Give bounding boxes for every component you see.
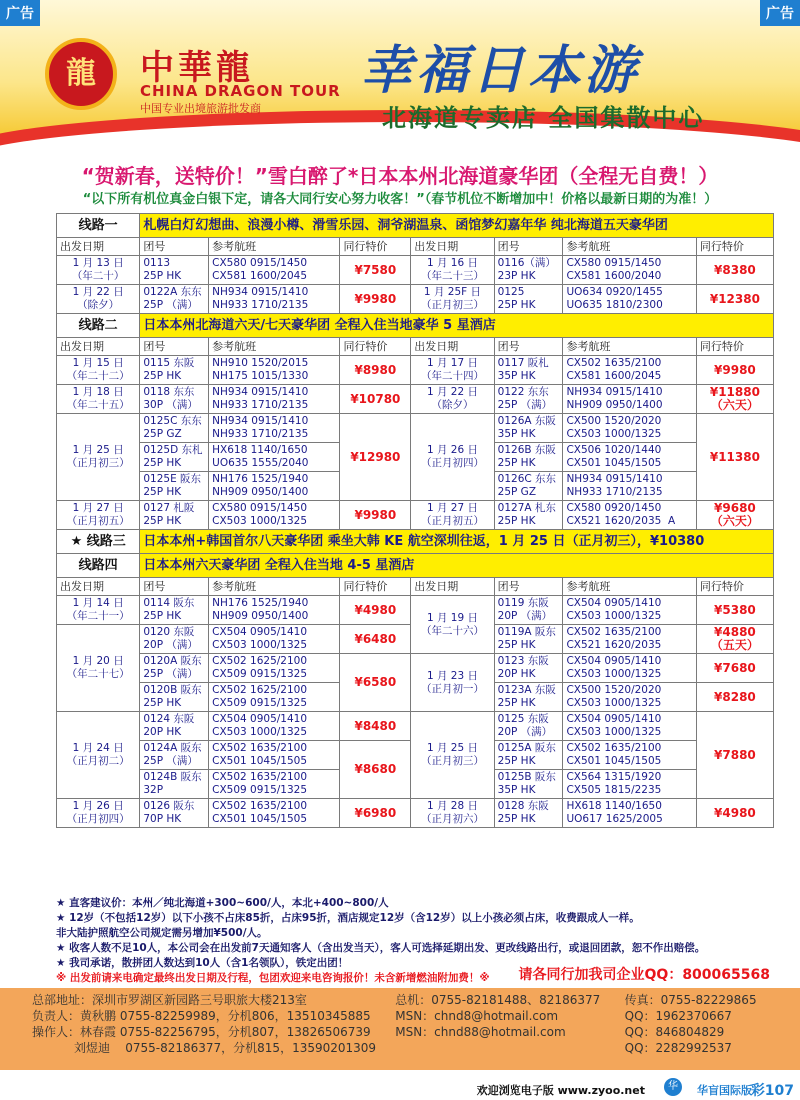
table-row bbox=[57, 799, 774, 828]
flight-info: CX502 1635/2100 CX509 0915/1325 bbox=[209, 770, 340, 799]
price: ¥7580 bbox=[340, 256, 411, 285]
brand-slogan: 中国专业出境旅游批发商 bbox=[140, 102, 261, 115]
route-name: 线路一 bbox=[57, 214, 140, 238]
contact-person: 负责人：黄秋鹏 0755-82259989，分机806，13510345885 bbox=[32, 1009, 371, 1023]
departure-date: 1 月 28 日 （正月初六） bbox=[411, 799, 494, 828]
col-flight: 参考航班 bbox=[209, 578, 340, 596]
col-date: 出发日期 bbox=[411, 338, 494, 356]
footnote-warning: ※ 出发前请来电确定最终出发日期及行程，包团欢迎来电咨询报价！未含新增燃油附加费！※ bbox=[56, 972, 490, 984]
route-name: 线路二 bbox=[57, 314, 140, 338]
footnote: ★ 收客人数不足10人，本公司会在出发前7天通知客人（含出发当天），客人可选择延期出发、更改线路出行，或退回团款，恕不作出赔偿。 bbox=[56, 942, 706, 954]
price: ¥7880 bbox=[696, 712, 773, 799]
qq-badge: 请各同行加我司企业QQ：800065568 bbox=[513, 962, 776, 986]
flight-info: CX580 0920/1450 CX521 1620/2035 A bbox=[563, 501, 696, 530]
flight-info: CX500 1520/2020 CX503 1000/1325 bbox=[563, 683, 696, 712]
col-team: 团号 bbox=[140, 578, 209, 596]
team-code: 0125A 阪东 25P HK bbox=[494, 741, 563, 770]
team-code: 0118 东东 30P （满） bbox=[140, 385, 209, 414]
flight-info: CX500 1520/2020 CX503 1000/1325 bbox=[563, 414, 696, 443]
route-desc: 札幌白灯幻想曲、浪漫小樽、滑雪乐园、洞爷湖温泉、函馆梦幻嘉年华 纯北海道五天豪华团 bbox=[140, 214, 774, 238]
booking-note: “以下所有机位真金白银下定，请各大同行安心努力收客！”（春节机位不断增加中！价格以最新日期的为准！） bbox=[82, 192, 718, 207]
price: ¥8480 bbox=[340, 712, 411, 741]
route-desc: 日本本州+韩国首尔八天豪华团 乘坐大韩 KE 航空深圳往返，1 月 25 日（正月初三），¥10380 bbox=[140, 530, 774, 554]
departure-date: 1 月 25 日 （正月初三） bbox=[411, 712, 494, 799]
col-price: 同行特价 bbox=[340, 238, 411, 256]
flight-info: CX502 1625/2100 CX509 0915/1325 bbox=[209, 654, 340, 683]
route-3-header bbox=[57, 530, 774, 554]
price: ¥8280 bbox=[696, 683, 773, 712]
column-header-row bbox=[57, 578, 774, 596]
flight-info: CX504 0905/1410 CX503 1000/1325 bbox=[209, 625, 340, 654]
team-code: 0122A 东东 25P （满） bbox=[140, 285, 209, 314]
table-row bbox=[57, 501, 774, 530]
team-code: 0124 东阪 20P HK bbox=[140, 712, 209, 741]
team-code: 0124A 阪东 25P （满） bbox=[140, 741, 209, 770]
flight-info: CX580 0915/1450 CX503 1000/1325 bbox=[209, 501, 340, 530]
flight-info: CX502 1625/2100 CX509 0915/1325 bbox=[209, 683, 340, 712]
flight-info: CX504 0905/1410 CX503 1000/1325 bbox=[563, 712, 696, 741]
col-price: 同行特价 bbox=[696, 578, 773, 596]
website-link[interactable]: 欢迎浏览电子版 www.zyoo.net bbox=[476, 1084, 645, 1097]
flight-info: HX618 1140/1650 UO635 1555/2040 bbox=[209, 443, 340, 472]
price: ¥12380 bbox=[696, 285, 773, 314]
departure-date: 1 月 27 日 （正月初五） bbox=[57, 501, 140, 530]
team-code: 0127A 札东 25P HK bbox=[494, 501, 563, 530]
price: ¥11380 bbox=[696, 414, 773, 501]
departure-date: 1 月 13 日 （年二十） bbox=[57, 256, 140, 285]
departure-date: 1 月 14 日 （年二十一） bbox=[57, 596, 140, 625]
team-code: 0126B 东阪 25P HK bbox=[494, 443, 563, 472]
col-flight: 参考航班 bbox=[563, 338, 696, 356]
flight-info: CX504 0905/1410 CX503 1000/1325 bbox=[563, 596, 696, 625]
route-1-header bbox=[57, 214, 774, 238]
col-flight: 参考航班 bbox=[209, 338, 340, 356]
col-flight: 参考航班 bbox=[563, 578, 696, 596]
departure-date: 1 月 19 日 （年二十六） bbox=[411, 596, 494, 654]
team-code: 0123 东阪 20P HK bbox=[494, 654, 563, 683]
price: ¥8380 bbox=[696, 256, 773, 285]
qq: QQ：846804829 bbox=[624, 1025, 725, 1039]
col-price: 同行特价 bbox=[340, 338, 411, 356]
flight-info: UO634 0920/1455 UO635 1810/2300 bbox=[563, 285, 696, 314]
col-date: 出发日期 bbox=[57, 578, 140, 596]
column-header-row bbox=[57, 238, 774, 256]
departure-date: 1 月 23 日 （正月初一） bbox=[411, 654, 494, 712]
team-code: 0113 25P HK bbox=[140, 256, 209, 285]
price: ¥12980 bbox=[340, 414, 411, 501]
team-code: 0115 东阪 25P HK bbox=[140, 356, 209, 385]
departure-date: 1 月 22 日 （除夕） bbox=[411, 385, 494, 414]
flight-info: CX502 1635/2100 CX521 1620/2035 bbox=[563, 625, 696, 654]
publisher-logo-icon: 华 bbox=[664, 1078, 682, 1096]
table-row bbox=[57, 596, 774, 625]
col-price: 同行特价 bbox=[340, 578, 411, 596]
departure-date: 1 月 20 日 （年二十七） bbox=[57, 625, 140, 712]
departure-date: 1 月 22 日 （除夕） bbox=[57, 285, 140, 314]
departure-date: 1 月 17 日 （年二十四） bbox=[411, 356, 494, 385]
price: ¥6580 bbox=[340, 654, 411, 712]
table-row bbox=[57, 256, 774, 285]
flight-info: CX502 1635/2100 CX581 1600/2045 bbox=[563, 356, 696, 385]
flight-info: CX504 0905/1410 CX503 1000/1325 bbox=[209, 712, 340, 741]
team-code: 0128 东阪 25P HK bbox=[494, 799, 563, 828]
flight-info: NH176 1525/1940 NH909 0950/1400 bbox=[209, 472, 340, 501]
team-code: 0125C 东东 25P GZ bbox=[140, 414, 209, 443]
flight-info: CX580 0915/1450 CX581 1600/2040 bbox=[563, 256, 696, 285]
team-code: 0120B 阪东 25P HK bbox=[140, 683, 209, 712]
contact-person: 刘煜迪 0755-82186377，分机815，13590201309 bbox=[32, 1041, 377, 1055]
bottom-bar bbox=[0, 1070, 800, 1100]
col-date: 出发日期 bbox=[411, 238, 494, 256]
team-code: 0123A 东阪 25P HK bbox=[494, 683, 563, 712]
address: 总部地址：深圳市罗湖区新园路三号职旅大楼213室 bbox=[32, 993, 307, 1007]
price: ¥7680 bbox=[696, 654, 773, 683]
flight-info: CX504 0905/1410 CX503 1000/1325 bbox=[563, 654, 696, 683]
flight-info: CX506 1020/1440 CX501 1045/1505 bbox=[563, 443, 696, 472]
main-phone: 总机：0755-82181488、82186377 bbox=[395, 993, 601, 1007]
col-date: 出发日期 bbox=[57, 238, 140, 256]
col-team: 团号 bbox=[140, 338, 209, 356]
team-code: 0126 阪东 70P HK bbox=[140, 799, 209, 828]
price: ¥4980 bbox=[340, 596, 411, 625]
departure-date: 1 月 25 日 （正月初三） bbox=[57, 414, 140, 501]
route-desc: 日本本州六天豪华团 全程入住当地 4-5 星酒店 bbox=[140, 554, 774, 578]
departure-date: 1 月 18 日 （年二十五） bbox=[57, 385, 140, 414]
team-code: 0127 札阪 25P HK bbox=[140, 501, 209, 530]
flight-info: CX580 0915/1450 CX581 1600/2045 bbox=[209, 256, 340, 285]
team-code: 0117 阪札 35P HK bbox=[494, 356, 563, 385]
team-code: 0124B 阪东 32P bbox=[140, 770, 209, 799]
tour-price-table bbox=[56, 213, 774, 828]
price: ¥8980 bbox=[340, 356, 411, 385]
price: ¥9980 bbox=[340, 285, 411, 314]
flight-info: NH934 0915/1410 NH909 0950/1400 bbox=[563, 385, 696, 414]
col-price: 同行特价 bbox=[696, 338, 773, 356]
departure-date: 1 月 15 日 （年二十二） bbox=[57, 356, 140, 385]
promo-headline: “贺新春，送特价！”雪白醉了*日本本州北海道豪华团（全程无自费！） bbox=[81, 164, 719, 188]
page-number: 彩107 bbox=[750, 1083, 794, 1099]
flight-info: NH934 0915/1410 NH933 1710/2135 bbox=[209, 285, 340, 314]
contact-panel bbox=[0, 988, 800, 1070]
col-flight: 参考航班 bbox=[563, 238, 696, 256]
col-price: 同行特价 bbox=[696, 238, 773, 256]
contact-person: 操作人：林春霞 0755-82256795，分机807，13826506739 bbox=[32, 1025, 371, 1039]
flight-info: CX502 1635/2100 CX501 1045/1505 bbox=[209, 741, 340, 770]
table-row bbox=[57, 712, 774, 741]
footnote: 非大陆护照航空公司规定需另增加¥500/人。 bbox=[56, 927, 268, 939]
qq: QQ：1962370667 bbox=[624, 1009, 732, 1023]
footnote: ★ 12岁（不包括12岁）以下小孩不占床85折，占床95折，酒店规定12岁（含12岁）以上小孩必须占床，收费跟成人一样。 bbox=[56, 912, 640, 924]
price: ¥6480 bbox=[340, 625, 411, 654]
price: ¥8680 bbox=[340, 741, 411, 799]
table-row bbox=[57, 356, 774, 385]
departure-date: 1 月 16 日 （年二十三） bbox=[411, 256, 494, 285]
team-code: 0125 东阪 20P （满） bbox=[494, 712, 563, 741]
publisher-name: 华盲国际版 bbox=[697, 1084, 752, 1097]
departure-date: 1 月 26 日 （正月初四） bbox=[57, 799, 140, 828]
flight-info: NH176 1525/1940 NH909 0950/1400 bbox=[209, 596, 340, 625]
team-code: 0125B 阪东 35P HK bbox=[494, 770, 563, 799]
flight-info: CX502 1635/2100 CX501 1045/1505 bbox=[563, 741, 696, 770]
page-title: 幸福日本游 bbox=[360, 40, 641, 101]
flight-info: CX502 1635/2100 CX501 1045/1505 bbox=[209, 799, 340, 828]
fax: 传真：0755-82229865 bbox=[624, 993, 757, 1007]
flight-info: NH934 0915/1410 NH933 1710/2135 bbox=[209, 414, 340, 443]
flight-info: CX564 1315/1920 CX505 1815/2235 bbox=[563, 770, 696, 799]
price: ¥9680 （六天） bbox=[696, 501, 773, 530]
col-team: 团号 bbox=[494, 238, 563, 256]
flight-info: NH910 1520/2015 NH175 1015/1330 bbox=[209, 356, 340, 385]
route-4-header bbox=[57, 554, 774, 578]
route-desc: 日本本州北海道六天/七天豪华团 全程入住当地豪华 5 星酒店 bbox=[140, 314, 774, 338]
route-2-header bbox=[57, 314, 774, 338]
qq: QQ：2282992537 bbox=[624, 1041, 732, 1055]
team-code: 0125 25P HK bbox=[494, 285, 563, 314]
footnote: ★ 直客建议价：本州／纯北海道+300~600/人，本北+400~800/人 bbox=[56, 897, 389, 909]
price: ¥11880 （六天） bbox=[696, 385, 773, 414]
msn: MSN：chnd88@hotmail.com bbox=[395, 1025, 566, 1039]
team-code: 0120 东阪 20P （满） bbox=[140, 625, 209, 654]
ad-label-left: 广告 bbox=[0, 0, 40, 26]
flight-info: NH934 0915/1410 NH933 1710/2135 bbox=[563, 472, 696, 501]
team-code: 0125E 阪东 25P HK bbox=[140, 472, 209, 501]
msn: MSN：chnd8@hotmail.com bbox=[395, 1009, 559, 1023]
price: ¥4880 （五天） bbox=[696, 625, 773, 654]
price: ¥9980 bbox=[696, 356, 773, 385]
team-code: 0126C 东东 25P GZ bbox=[494, 472, 563, 501]
table-row bbox=[57, 654, 774, 683]
team-code: 0119A 阪东 25P HK bbox=[494, 625, 563, 654]
price: ¥4980 bbox=[696, 799, 773, 828]
flight-info: NH934 0915/1410 NH933 1710/2135 bbox=[209, 385, 340, 414]
brand-name-cn: 中華龍 bbox=[140, 48, 254, 88]
col-team: 团号 bbox=[140, 238, 209, 256]
price: ¥6980 bbox=[340, 799, 411, 828]
page-subtitle: 北海道专卖店 全国集散中心 bbox=[382, 104, 705, 132]
table-row bbox=[57, 285, 774, 314]
table-row bbox=[57, 385, 774, 414]
team-code: 0119 东阪 20P （满） bbox=[494, 596, 563, 625]
departure-date: 1 月 27 日 （正月初五） bbox=[411, 501, 494, 530]
table-row bbox=[57, 414, 774, 443]
team-code: 0122 东东 25P （满） bbox=[494, 385, 563, 414]
departure-date: 1 月 25F 日 （正月初三） bbox=[411, 285, 494, 314]
ad-label-right: 广告 bbox=[760, 0, 800, 26]
team-code: 0126A 东阪 35P HK bbox=[494, 414, 563, 443]
column-header-row bbox=[57, 338, 774, 356]
col-date: 出发日期 bbox=[411, 578, 494, 596]
col-team: 团号 bbox=[494, 578, 563, 596]
col-team: 团号 bbox=[494, 338, 563, 356]
footnote: ★ 我司承诺，散拼团人数达到10人（含1名领队），铁定出团！ bbox=[56, 957, 349, 969]
col-flight: 参考航班 bbox=[209, 238, 340, 256]
dragon-logo-icon: 龍 bbox=[45, 38, 117, 110]
col-date: 出发日期 bbox=[57, 338, 140, 356]
team-code: 0120A 阪东 25P （满） bbox=[140, 654, 209, 683]
route-name: 线路四 bbox=[57, 554, 140, 578]
departure-date: 1 月 24 日 （正月初二） bbox=[57, 712, 140, 799]
header-banner bbox=[0, 0, 800, 150]
flight-info: HX618 1140/1650 UO617 1625/2005 bbox=[563, 799, 696, 828]
team-code: 0125D 东札 25P HK bbox=[140, 443, 209, 472]
route-name: ★ 线路三 bbox=[57, 530, 140, 554]
team-code: 0116（满） 23P HK bbox=[494, 256, 563, 285]
price: ¥5380 bbox=[696, 596, 773, 625]
team-code: 0114 阪东 25P HK bbox=[140, 596, 209, 625]
departure-date: 1 月 26 日 （正月初四） bbox=[411, 414, 494, 501]
price: ¥9980 bbox=[340, 501, 411, 530]
brand-name-en: CHINA DRAGON TOUR bbox=[140, 82, 341, 100]
price: ¥10780 bbox=[340, 385, 411, 414]
